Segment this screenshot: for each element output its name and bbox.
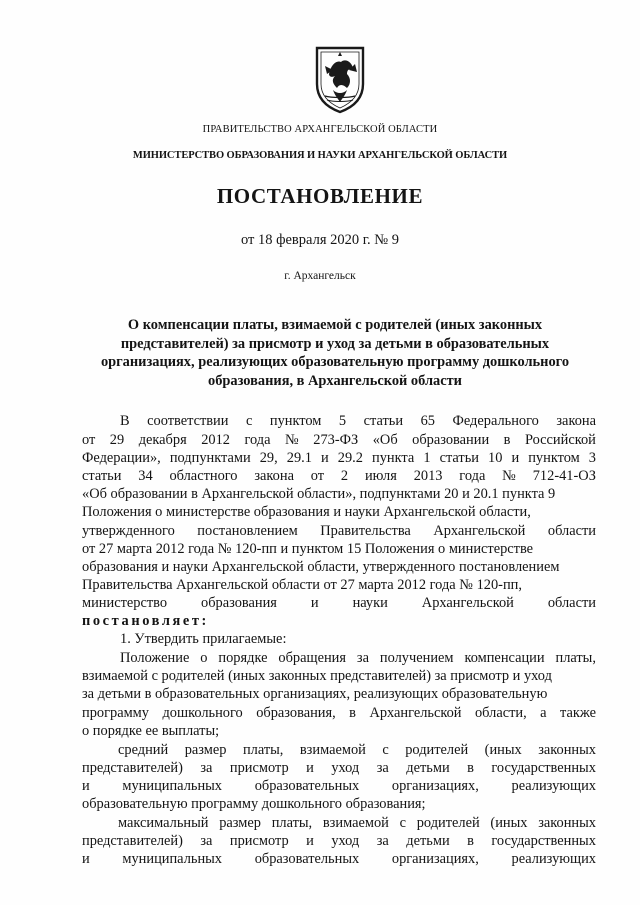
body-line (82, 777, 596, 795)
word: присмотр (229, 833, 289, 850)
body-line (82, 594, 596, 612)
word: 3 (588, 450, 596, 467)
ministry-name: МИНИСТЕРСТВО ОБРАЗОВАНИЯ И НАУКИ АРХАНГЕЛЬСКОЙ ОБЛАСТИ (132, 150, 508, 161)
word: порядке (218, 650, 268, 667)
word: уход (331, 759, 360, 776)
word: в (467, 759, 474, 776)
word: а (540, 704, 547, 721)
word: с (382, 741, 389, 758)
body-line (82, 759, 596, 777)
body-line: взимаемой с родителей (иных законных представителей) за присмотр и уход (82, 668, 552, 685)
word: 10 (488, 450, 503, 467)
word: закона (254, 468, 294, 485)
coat-of-arms-icon (311, 44, 369, 114)
word: муниципальных (122, 851, 223, 868)
word: области (547, 594, 596, 611)
word: 29 (109, 432, 125, 449)
body-line: «Об образовании в Архангельской области», подпунктами 20 и 20.1 пункта 9 (82, 486, 556, 503)
word: Федерации», (82, 450, 161, 467)
word: науки (352, 594, 388, 611)
word: с (399, 815, 406, 832)
word: пункта (372, 450, 415, 467)
word: детьми (406, 833, 450, 850)
word: и (511, 450, 520, 467)
word: 29.2 (337, 450, 363, 467)
word: 34 (138, 468, 153, 485)
word: взимаемой (322, 815, 389, 832)
word: образования, (256, 704, 336, 721)
document-title (80, 316, 590, 390)
body-line: за детьми в образовательных организациях, реализующих образовательную (82, 686, 548, 703)
title-line: представителей) за присмотр и уход за детьми в образовательных (120, 335, 550, 352)
word: Федерального (452, 413, 539, 429)
body-line (82, 431, 596, 449)
body-line (82, 832, 596, 850)
word: статьи (439, 450, 479, 467)
word: уход (331, 833, 360, 850)
body-line: Правительства Архангельской области от 27 марта 2012 года № 120-пп, (82, 576, 522, 593)
word: Архангельской (369, 704, 462, 721)
word: образования (201, 594, 277, 611)
word: взимаемой (299, 741, 366, 758)
body-line: от 27 марта 2012 года № 120-пп и пунктом 15 Положения о министерстве (82, 540, 534, 557)
body-line (82, 449, 596, 467)
word: 5 (338, 413, 347, 429)
word: представителей) (82, 759, 183, 776)
body-line: о порядке ее выплаты; (82, 722, 220, 739)
word: и (310, 594, 319, 611)
word: года (244, 432, 271, 449)
word: получением (379, 650, 454, 667)
word: средний (118, 741, 169, 758)
word: Положение (120, 650, 190, 667)
word: статьи (82, 468, 122, 485)
word: платы, (271, 815, 313, 832)
document-city: г. Архангельск (284, 270, 356, 282)
word: организациях, (391, 777, 479, 794)
word: 29, (259, 450, 278, 467)
word: областного (169, 468, 238, 485)
word: дошкольного (162, 704, 243, 721)
word: за (356, 650, 369, 667)
word: за (200, 759, 213, 776)
word: с (245, 413, 253, 429)
word: образовательных (254, 851, 360, 868)
word: в (503, 432, 511, 449)
word: года (459, 468, 486, 485)
word: в (349, 704, 356, 721)
word: 2 (340, 468, 349, 485)
word: № (502, 468, 516, 485)
body-line (82, 522, 596, 540)
word: утвержденного (82, 522, 175, 539)
word: соответствии (147, 413, 229, 429)
word: программу (82, 704, 149, 721)
word: (иных (490, 815, 528, 832)
word: (иных (484, 741, 522, 758)
body-line (82, 814, 596, 832)
word: Архангельской (421, 594, 514, 611)
word: пунктом (528, 450, 580, 467)
body-line (82, 850, 596, 868)
word: министерство (82, 594, 168, 611)
word: государственных (491, 833, 596, 850)
word: законных (538, 741, 596, 758)
word: 273-ФЗ (313, 432, 359, 449)
resolves-word: постановляет: (82, 613, 209, 630)
word: Правительства (320, 522, 411, 539)
word: Российской (524, 432, 596, 449)
title-line: образования, в Архангельской области (208, 372, 462, 389)
word: о (200, 650, 208, 667)
word: № (285, 432, 299, 449)
word: пунктом (269, 413, 322, 429)
title-line: О компенсации платы, взимаемой с родителей (иных законных (127, 317, 543, 333)
word: подпунктами (169, 450, 251, 467)
word: закона (556, 413, 596, 429)
word: за (376, 759, 389, 776)
word: родителей (405, 741, 469, 758)
body-line: образовательную программу дошкольного образования; (82, 795, 426, 812)
word: платы, (555, 650, 596, 667)
word: июля (364, 468, 397, 485)
word: детьми (406, 759, 450, 776)
body-line (82, 412, 596, 430)
word: также (560, 704, 596, 721)
word: и (306, 759, 314, 776)
word: 2012 (201, 432, 230, 449)
document-body (82, 412, 596, 868)
word: 29.1 (286, 450, 312, 467)
word: 65 (420, 413, 435, 429)
word: и (306, 833, 314, 850)
word: образовательных (254, 777, 360, 794)
word: в (467, 833, 474, 850)
word: законных (538, 815, 596, 832)
word: статьи (363, 413, 404, 429)
word: максимальный (118, 815, 209, 832)
word: 1 (423, 450, 431, 467)
body-line (82, 741, 596, 759)
word: Архангельской (433, 522, 526, 539)
word: государственных (491, 759, 596, 776)
word: постановлением (197, 522, 298, 539)
word: за (376, 833, 389, 850)
body-line (82, 704, 596, 722)
body-line (82, 649, 596, 667)
item-1: 1. Утвердить прилагаемые: (120, 631, 287, 648)
body-line: образования и науки Архангельской области, утвержденного постановлением (82, 558, 560, 575)
word: размер (219, 815, 261, 832)
word: платы, (242, 741, 284, 758)
word: В (120, 413, 130, 429)
word: декабря (138, 432, 187, 449)
word: и (321, 450, 329, 467)
word: образовании (412, 432, 490, 449)
word: и (82, 777, 90, 794)
body-line: Положения о министерстве образования и науки Архангельской области, (82, 504, 531, 521)
word: реализующих (511, 777, 596, 794)
word: представителей) (82, 833, 183, 850)
word: за (200, 833, 213, 850)
word: муниципальных (122, 777, 223, 794)
government-name: ПРАВИТЕЛЬСТВО АРХАНГЕЛЬСКОЙ ОБЛАСТИ (202, 124, 438, 135)
word: присмотр (229, 759, 289, 776)
word: от (82, 432, 96, 449)
title-line: организациях, реализующих образовательную программу дошкольного (100, 354, 570, 371)
word: реализующих (511, 851, 596, 868)
word: и (82, 851, 90, 868)
document-type: ПОСТАНОВЛЕНИЕ (216, 184, 424, 208)
word: 2013 (413, 468, 443, 485)
word: компенсации (464, 650, 545, 667)
word: родителей (416, 815, 480, 832)
word: от (310, 468, 325, 485)
word: организациях, (391, 851, 479, 868)
body-line (82, 467, 596, 485)
word: обращения (278, 650, 346, 667)
word: области, (474, 704, 527, 721)
word: области (547, 522, 596, 539)
word: «Об (372, 432, 398, 449)
word: размер (184, 741, 227, 758)
word: 712-41-ОЗ (532, 468, 596, 485)
document-date-number: от 18 февраля 2020 г. № 9 (240, 232, 400, 248)
